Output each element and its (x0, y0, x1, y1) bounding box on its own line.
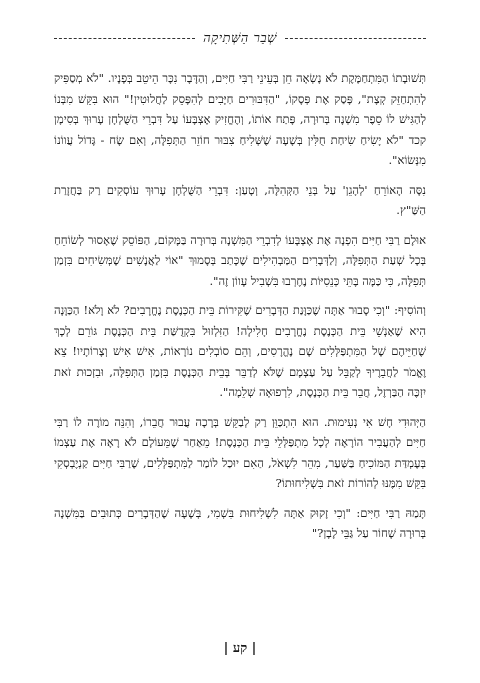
paragraph: תָּמַהּ רַבִּי חַיִּים: "וְכִי זָקוּק אַתָּה לִשְׁלִיחוּת בִּשְׁמִי, בְּשָׁעָה שֶׁהַדְּבָרִים כְּתוּבִים בַּמִּשְׁנָה בְּרוּרָה שָׁחוֹר עַל גַּבֵּי לָבָן?" (54, 505, 426, 540)
paragraph: הַיְּהוּדִי חָשׁ אִי נְעִימוּת. הוּא הִתְכַּוֵּן רַק לְבַקֵּשׁ בְּרָכָה עֲבוּר חֲבֵרוֹ, וְהִנֵּה מוֹרֶה לוֹ רַבִּי חַיִּים לְהַעֲבִיר הוֹרָאָה לְכָל מִתְפַּלְּלֵי בֵּית הַכְּנֶסֶת! מֵאַחַר שֶׁמֵּעוֹלָם לֹא רָאָה אֶת עַצְמוֹ בְּעֶמְדַּת הַמּוֹכִיחַ בַּשַּׁעַר, מִהֵר לִשְׁאֹל, הַאִם יוּכַל לוֹמַר לַמִּתְפַּלְּלִים, שֶׁרַבִּי חַיִּים קַנְיֶבְסְקִי בִּקֵּשׁ מִמֶּנּוּ לְהוֹרוֹת זֹאת בִּשְׁלִיחוּתוֹ? (54, 414, 426, 490)
paragraph: נִסָּה הָאוֹרֵחַ 'לְהָגֵן' עַל בְּנֵי הַקְּהִלָּה, וְטָעַן: דִּבְרֵי הַשֻּׁלְחָן עָרוּךְ עוֹסְקִים רַק בַּחֲזָרַת הַשַּׁ"ץ. (54, 182, 426, 217)
paragraph: אוּלָם רַבִּי חַיִּים הִפְנָה אֶת אֶצְבָּעוֹ לְדִבְרֵי הַמִּשְׁנָה בְּרוּרָה בַּמָּקוֹם, הַפּוֹסֵק שֶׁאָסוּר לְשׂוֹחֵחַ בְּכָל שְׁעַת הַתְּפִלָּה, וְלַדְּבָרִים הַמַּבְהִילִים שֶׁכָּתַב בְּסָמוּךְ "אוֹי לַאֲנָשִׁים שֶׁמְּשִׂיחִים בִּזְמַן תְּפִלָּה, כִּי כַּמָּה בָּתֵּי כְּנֵסִיּוֹת נֶחֶרְבוּ בִּשְׁבִיל עָווֹן זֶה". (54, 232, 426, 288)
running-head-title: שְׁבַר הַשְּׁתִיקָה (203, 31, 277, 46)
page (54, 0, 426, 683)
running-head-rule-left (54, 38, 195, 39)
running-head-rule-right (285, 38, 426, 39)
paragraph: תְּשׁוּבָתוֹ הַמִּתְחַמֶּקֶת לֹא נָשְׂאָה חֵן בְּעֵינֵי רַבִּי חַיִּים, וְהַדָּבָר נִכָּר הֵיטֵב בְּפָנָיו. "לֹא מְסַפִּיק לְהִתְחַזֵּק קְצָת", פָּסַק אֶת פְּסָקוֹ, "הַדִּבּוּרִים חַיָּבִים לְהִפָּסֵק לַחֲלוּטִין!" הוּא בִּקֵּשׁ מִבְּנוֹ לְהַגִּישׁ לוֹ סֵפֶר מִשְׁנָה בְּרוּרָה, פָּתַח אוֹתוֹ, וְהֶחֱזִיק אֶצְבָּעוֹ עַל דִּבְרֵי הַשֻּׁלְחָן עָרוּךְ בְּסִימָן קכד "לֹא יָשִׂיחַ שִׂיחַת חֻלִּין בְּשָׁעָה שֶׁשְּׁלִיחַ צִבּוּר חוֹזֵר הַתְּפִלָּה, וְאִם שָׂח - גָּדוֹל עֲווֹנוֹ מִנְּשׂוֹא". (54, 71, 426, 167)
body-text (54, 68, 426, 553)
page-number: | קע | (223, 641, 257, 656)
paragraph: וְהוֹסִיף: "וְכִי סָבוּר אַתָּה שֶׁכַּוָּנַת הַדְּבָרִים שֶׁקִּירוֹת בֵּית הַכְּנֶסֶת נֶחֱרָבִים? לֹא וָלֹא! הַכַּוָּנָה הִיא שֶׁאַנְשֵׁי בֵּית הַכְּנֶסֶת נֶחֱרָבִים חָלִילָה! הַזִּלְזוּל בִּקְדֻשַּׁת בֵּית הַכְּנֶסֶת גּוֹרֵם לְכָךְ שֶׁחַיֵּיהֶם שֶׁל הַמִּתְפַּלְּלִים שָׁם נֶהֱרָסִים, וְהֵם סוֹבְלִים נוֹרָאוֹת, אִישׁ אִישׁ וְצָרוֹתָיו! צֵא וֶאֱמֹר לַחֲבֵרֶיךָ לְקַבֵּל עַל עַצְמָם שֶׁלֹּא לְדַבֵּר בְּבֵית הַכְּנֶסֶת בִּזְמַן הַתְּפִלָּה, וּבִזְכוּת זֹאת יִזְכֶּה הַבַּרְזֶל, חֲבֵר בֵּית הַכְּנֶסֶת, לִרְפוּאָה שְׁלֵמָה". (54, 303, 426, 399)
running-head (54, 28, 426, 48)
